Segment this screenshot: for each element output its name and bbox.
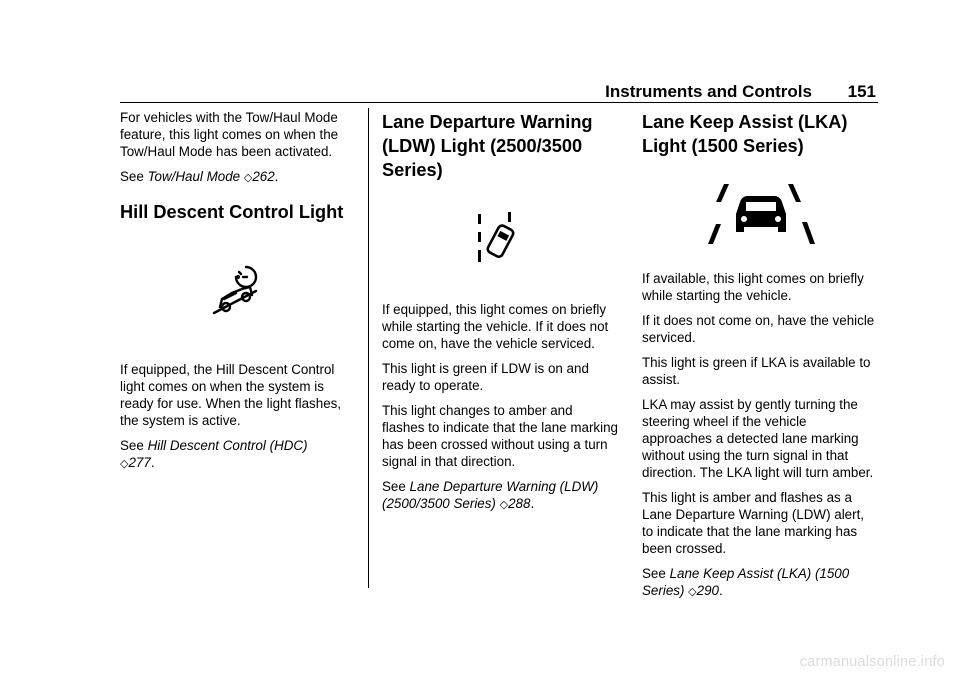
lka-paragraph-5: This light is amber and flashes as a Lane Departure Warning (LDW) alert, to indicate that the lane marking has been crossed. xyxy=(642,490,865,556)
hdc-link[interactable]: Hill Descent Control (HDC) xyxy=(147,438,308,453)
hill-descent-control-icon xyxy=(120,263,356,325)
lka-paragraph-2: If it does not come on, have the vehicle serviced. xyxy=(642,313,875,345)
page-ref-icon: ◇ xyxy=(243,172,253,184)
ldw-page[interactable]: 288 xyxy=(508,496,531,511)
column-3 xyxy=(642,110,878,609)
tow-haul-page[interactable]: 262 xyxy=(252,169,275,184)
ldw-see-reference: See Lane Departure Warning (LDW) (2500/3500 Series) ◇288. xyxy=(382,479,599,511)
running-header xyxy=(600,82,878,104)
tow-haul-link[interactable]: Tow/Haul Mode xyxy=(147,169,241,184)
watermark: carmanualsonline.info xyxy=(799,654,945,670)
column-divider xyxy=(368,108,369,588)
lka-see-reference: See Lane Keep Assist (LKA) (1500 Series) ◇290. xyxy=(642,566,850,598)
lka-heading: Lane Keep Assist (LKA) Light (1500 Series) xyxy=(642,112,848,156)
page-ref-icon: ◇ xyxy=(688,586,697,598)
lka-page[interactable]: 290 xyxy=(696,583,719,598)
tow-haul-paragraph: For vehicles with the Tow/Haul Mode feature, this light comes on when the Tow/Haul Mode has been activated. xyxy=(120,110,339,159)
header-rule xyxy=(120,102,878,103)
lka-paragraph-3: This light is green if LKA is available to assist. xyxy=(642,355,871,387)
lka-paragraph-1: If available, this light comes on briefly while starting the vehicle. xyxy=(642,271,864,303)
ldw-link[interactable]: Lane Departure Warning (LDW) (2500/3500 Series) xyxy=(382,479,599,511)
hdc-page[interactable]: 277 xyxy=(128,455,151,470)
section-title: Instruments and Controls xyxy=(605,82,812,101)
tow-haul-see-reference: See Tow/Haul Mode ◇262. xyxy=(120,169,279,184)
lane-departure-warning-icon xyxy=(382,212,618,274)
ldw-heading: Lane Departure Warning (LDW) Light (2500/3500 Series) xyxy=(382,112,593,180)
page-number: 151 xyxy=(847,82,876,101)
hdc-paragraph: If equipped, the Hill Descent Control light comes on when the system is ready for use. When the light flashes, the system is active. xyxy=(120,362,342,428)
column-1 xyxy=(120,109,356,481)
lane-keep-assist-icon xyxy=(642,180,878,252)
ldw-paragraph-3: This light changes to amber and flashes to indicate that the lane marking has been crossed without using a turn signal in that direction. xyxy=(382,403,618,469)
lka-paragraph-4: LKA may assist by gently turning the steering wheel if the vehicle approaches a detected lane marking without using the turn signal in that direction. The LKA light will turn amber. xyxy=(642,397,874,480)
page-ref-icon: ◇ xyxy=(499,499,509,511)
hill-descent-heading: Hill Descent Control Light xyxy=(120,202,344,222)
ldw-paragraph-2: This light is green if LDW is on and ready to operate. xyxy=(382,361,589,393)
ldw-paragraph-1: If equipped, this light comes on briefly while starting the vehicle. If it does not come on, have the vehicle serviced. xyxy=(382,302,609,351)
column-2 xyxy=(382,110,618,522)
lka-link[interactable]: Lane Keep Assist (LKA) (1500 Series) xyxy=(642,566,850,598)
hdc-see-reference: See Hill Descent Control (HDC) ◇277. xyxy=(120,438,308,470)
page-ref-icon: ◇ xyxy=(120,458,129,470)
